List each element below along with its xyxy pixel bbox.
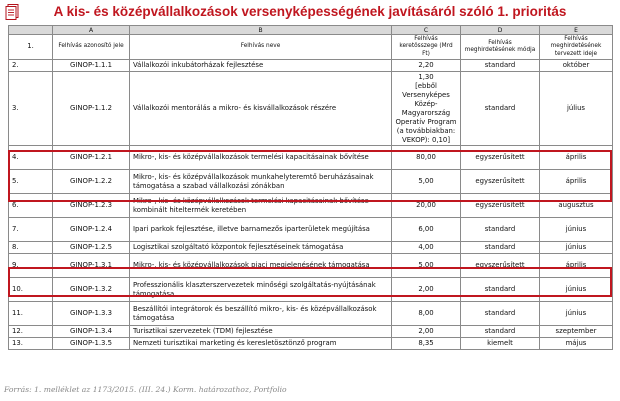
column-letter (9, 26, 53, 35)
call-time: október (540, 60, 613, 72)
call-name: Beszállítói integrátorok és beszállító mikro-, kis- és középvállalkozások támogatása (130, 302, 392, 326)
call-time: június (540, 278, 613, 302)
column-header: Felhívás keretösszege (Mrd Ft) (392, 35, 461, 60)
call-id: GINOP-1.1.1 (53, 60, 130, 72)
call-name: Mikro-, kis- és középvállalkozások piaci megjelenésének támogatása (130, 254, 392, 278)
table-row (9, 326, 613, 338)
call-name: Mikro-, kis- és középvállalkozások termelési kapacitásainak bővítése (130, 146, 392, 170)
table-row (9, 242, 613, 254)
call-mode: standard (461, 302, 540, 326)
row-number: 13. (9, 338, 53, 350)
row-number: 9. (9, 254, 53, 278)
call-mode: kiemelt (461, 338, 540, 350)
call-amount: 2,00 (392, 326, 461, 338)
call-id: GINOP-1.3.3 (53, 302, 130, 326)
call-name: Ipari parkok fejlesztése, illetve barnamezős iparterületek megújítása (130, 218, 392, 242)
call-time: június (540, 242, 613, 254)
column-letter: C (392, 26, 461, 35)
column-header: Felhívás meghirdetésének tervezett ideje (540, 35, 613, 60)
call-amount: 8,00 (392, 302, 461, 326)
row-number: 7. (9, 218, 53, 242)
call-name: Vállalkozói inkubátorházak fejlesztése (130, 60, 392, 72)
column-letter: B (130, 26, 392, 35)
call-amount: 8,35 (392, 338, 461, 350)
call-mode: standard (461, 242, 540, 254)
row-number: 6. (9, 194, 53, 218)
column-letter-row (9, 26, 613, 35)
call-mode: egyszerűsített (461, 254, 540, 278)
column-header: Felhívás neve (130, 35, 392, 60)
table-body (9, 60, 613, 350)
call-time: szeptember (540, 326, 613, 338)
table-row (9, 338, 613, 350)
call-id: GINOP-1.1.2 (53, 72, 130, 146)
call-id: GINOP-1.2.5 (53, 242, 130, 254)
column-letter: D (461, 26, 540, 35)
row-number: 10. (9, 278, 53, 302)
call-id: GINOP-1.3.1 (53, 254, 130, 278)
call-time: április (540, 146, 613, 170)
call-time: július (540, 72, 613, 146)
call-time: április (540, 254, 613, 278)
call-id: GINOP-1.2.3 (53, 194, 130, 218)
table-row (9, 194, 613, 218)
call-amount: 6,00 (392, 218, 461, 242)
call-id: GINOP-1.3.5 (53, 338, 130, 350)
table-row (9, 254, 613, 278)
call-name: Nemzeti turisztikai marketing és keresletösztönző program (130, 338, 392, 350)
call-mode: standard (461, 72, 540, 146)
call-amount: 2,00 (392, 278, 461, 302)
row-number: 2. (9, 60, 53, 72)
row-number: 12. (9, 326, 53, 338)
source-note: Forrás: 1. melléklet az 1173/2015. (III. 24.) Korm. határozathoz, Portfolio (4, 385, 287, 394)
column-letter: E (540, 26, 613, 35)
row-number: 11. (9, 302, 53, 326)
call-id: GINOP-1.2.2 (53, 170, 130, 194)
call-name: Logisztikai szolgáltató központok fejlesztéseinek támogatása (130, 242, 392, 254)
call-time: május (540, 338, 613, 350)
call-mode: standard (461, 278, 540, 302)
call-name: Vállalkozói mentorálás a mikro- és kisvállalkozások részére (130, 72, 392, 146)
call-mode: standard (461, 60, 540, 72)
call-amount: 5,00 (392, 254, 461, 278)
call-id: GINOP-1.2.1 (53, 146, 130, 170)
call-time: június (540, 302, 613, 326)
header-row (9, 35, 613, 60)
table-row (9, 302, 613, 326)
column-letter: A (53, 26, 130, 35)
call-time: április (540, 170, 613, 194)
page-title: A kis- és középvállalkozások versenyképességének javításáról szóló 1. prioritás (53, 4, 567, 19)
call-mode: standard (461, 218, 540, 242)
call-name: Mikro-, kis- és középvállalkozások termelési kapacitásainak bővítése kombinált hiteltermék keretében (130, 194, 392, 218)
column-header: 1. (9, 35, 53, 60)
row-number: 3. (9, 72, 53, 146)
column-header: Felhívás meghirdetésének módja (461, 35, 540, 60)
call-name: Turisztikai szervezetek (TDM) fejlesztése (130, 326, 392, 338)
call-amount: 20,00 (392, 194, 461, 218)
priority-table (8, 25, 613, 350)
table-row (9, 170, 613, 194)
table-row (9, 146, 613, 170)
call-mode: standard (461, 326, 540, 338)
call-name: Mikro-, kis- és középvállalkozások munkahelyteremtő beruházásainak támogatása a szabad vállalkozási zónákban (130, 170, 392, 194)
row-number: 4. (9, 146, 53, 170)
call-amount: 5,00 (392, 170, 461, 194)
column-header: Felhívás azonosító jele (53, 35, 130, 60)
call-time: augusztus (540, 194, 613, 218)
table-row (9, 72, 613, 146)
call-time: június (540, 218, 613, 242)
row-number: 8. (9, 242, 53, 254)
table-row (9, 218, 613, 242)
call-id: GINOP-1.2.4 (53, 218, 130, 242)
call-amount: 4,00 (392, 242, 461, 254)
call-mode: egyszerűsített (461, 194, 540, 218)
table-row (9, 60, 613, 72)
table-row (9, 278, 613, 302)
call-mode: egyszerűsített (461, 146, 540, 170)
call-id: GINOP-1.3.2 (53, 278, 130, 302)
call-mode: egyszerűsített (461, 170, 540, 194)
call-name: Professzionális klaszterszervezetek minőségi szolgáltatás-nyújtásának támogatása (130, 278, 392, 302)
row-number: 5. (9, 170, 53, 194)
call-amount: 80,00 (392, 146, 461, 170)
call-id: GINOP-1.3.4 (53, 326, 130, 338)
call-amount: 2,20 (392, 60, 461, 72)
call-amount: 1,30 [ebből Versenyképes Közép-Magyarország Operatív Program (a továbbiakban: VEKOP): 0,10] (392, 72, 461, 146)
